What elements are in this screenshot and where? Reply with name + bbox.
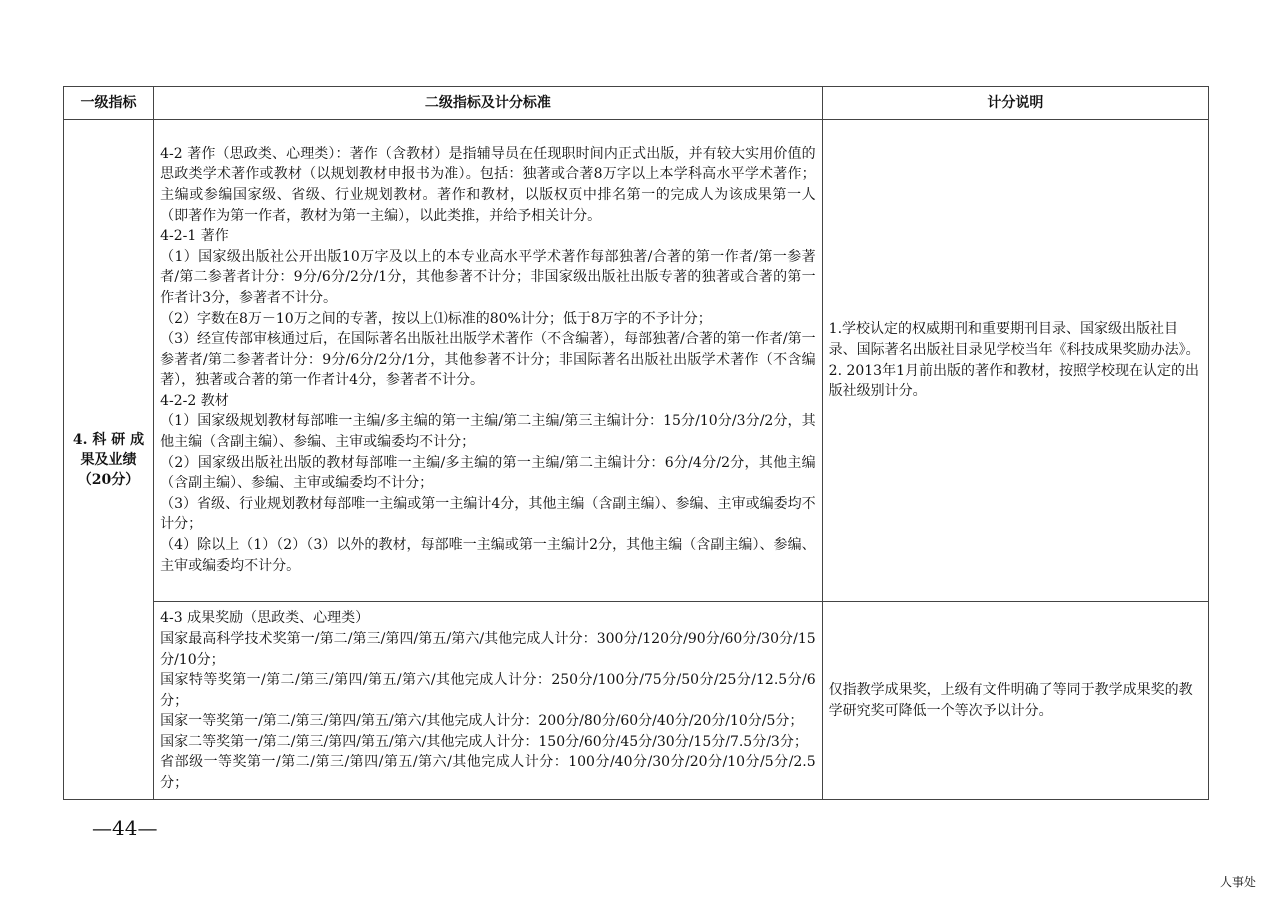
header-level1: 一级指标 (64, 87, 154, 120)
standard-cell-awards (154, 602, 823, 800)
header-scoring-notes: 计分说明 (822, 87, 1208, 120)
std-paragraph: （1）国家级出版社公开出版10万字及以上的本专业高水平学术著作每部独著/合著的第一作者/第一参著者/第二参著者计分：9分/6分/2分/1分，其他参著不计分；非国家级出版社出版专著的独著或合著的第一作者计3分，参著者不计分。 (160, 248, 816, 306)
std-paragraph: 省部级一等奖第一/第二/第三/第四/第五/第六/其他完成人计分：100分/40分/30分/20分/10分/5分/2.5分； (160, 754, 816, 792)
std-paragraph: 4-2-1 著作 (160, 228, 229, 245)
level1-line: 果及业绩 (80, 451, 137, 468)
std-paragraph: （3）省级、行业规划教材每部唯一主编或第一主编计4分，其他主编（含副主编）、参编、主审或编委均不计分； (160, 495, 816, 533)
note-paragraph: 1.学校认定的权威期刊和重要期刊目录、国家级出版社目录、国际著名出版社目录见学校当年《科技成果奖励办法》。 (828, 321, 1200, 358)
page-number: —44— (92, 816, 158, 840)
note-paragraph: 2. 2013年1月前出版的著作和教材，按照学校现在认定的出版社级别计分。 (828, 362, 1199, 400)
std-paragraph: （2）国家级出版社出版的教材每部唯一主编/多主编的第一主编/第二主编计分：6分/4分/2分，其他主编（含副主编）、参编、主审或编委均不计分； (160, 454, 816, 492)
std-paragraph: 4-2-2 教材 (160, 392, 229, 409)
notes-cell-books (822, 120, 1208, 602)
std-paragraph: 4-3 成果奖励（思政类、心理类） (160, 610, 370, 627)
level1-line: 4. 科 研 成 (72, 431, 145, 448)
table-header-row (64, 87, 1209, 120)
level1-line: （20分） (77, 471, 140, 488)
std-paragraph: （1）国家级规划教材每部唯一主编/多主编的第一主编/第二主编/第三主编计分：15分/10分/3分/2分，其他主编（含副主编）、参编、主审或编委均不计分； (160, 413, 816, 451)
table-row (64, 602, 1209, 800)
header-level2-standard: 二级指标及计分标准 (154, 87, 823, 120)
notes-cell-awards (822, 602, 1208, 800)
note-paragraph: 仅指教学成果奖，上级有文件明确了等同于教学成果奖的教学研究奖可降低一个等次予以计分。 (828, 681, 1193, 719)
std-paragraph: 4-2 著作（思政类、心理类）：著作（含教材）是指辅导员在任现职时间内正式出版，并有较大实用价值的思政类学术著作或教材（以规划教材申报书为准）。包括：独著或合著8万字以上本学科高水平学术著作；主编或参编国家级、省级、行业规划教材。著作和教材，以版权页中排名第一的完成人为该成果第一人（即著作为第一作者，教材为第一主编），以此类推，并给予相关计分。 (160, 145, 816, 224)
level1-cell (64, 120, 154, 800)
std-paragraph: （4）除以上（1）（2）（3）以外的教材，每部唯一主编或第一主编计2分，其他主编（含副主编）、参编、主审或编委均不计分。 (160, 537, 816, 574)
table-row (64, 120, 1209, 602)
footer-department-mark: 人事处 (1220, 875, 1257, 889)
std-paragraph: 国家一等奖第一/第二/第三/第四/第五/第六/其他完成人计分：200分/80分/60分/40分/20分/10分/5分； (160, 713, 804, 730)
criteria-table (63, 86, 1209, 800)
std-paragraph: （2）字数在8万－10万之间的专著，按以上⑴标准的80%计分；低于8万字的不予计分； (160, 310, 712, 327)
std-paragraph: 国家特等奖第一/第二/第三/第四/第五/第六/其他完成人计分：250分/100分/75分/50分/25分/12.5分/6分； (160, 672, 816, 709)
std-paragraph: 国家最高科学技术奖第一/第二/第三/第四/第五/第六/其他完成人计分：300分/120分/90分/60分/30分/15分/10分； (160, 630, 816, 668)
std-paragraph: （3）经宣传部审核通过后，在国际著名出版社出版学术著作（不含编著），每部独著/合著的第一作者/第一参著者/第二参著者计分：9分/6分/2分/1分，其他参著不计分；非国际著名出版社出版学术著作（不含编著），独著或合著的第一作者计4分，参著者不计分。 (160, 331, 816, 389)
std-paragraph: 国家二等奖第一/第二/第三/第四/第五/第六/其他完成人计分：150分/60分/45分/30分/15分/7.5分/3分； (160, 733, 808, 750)
standard-cell-books (154, 120, 823, 602)
